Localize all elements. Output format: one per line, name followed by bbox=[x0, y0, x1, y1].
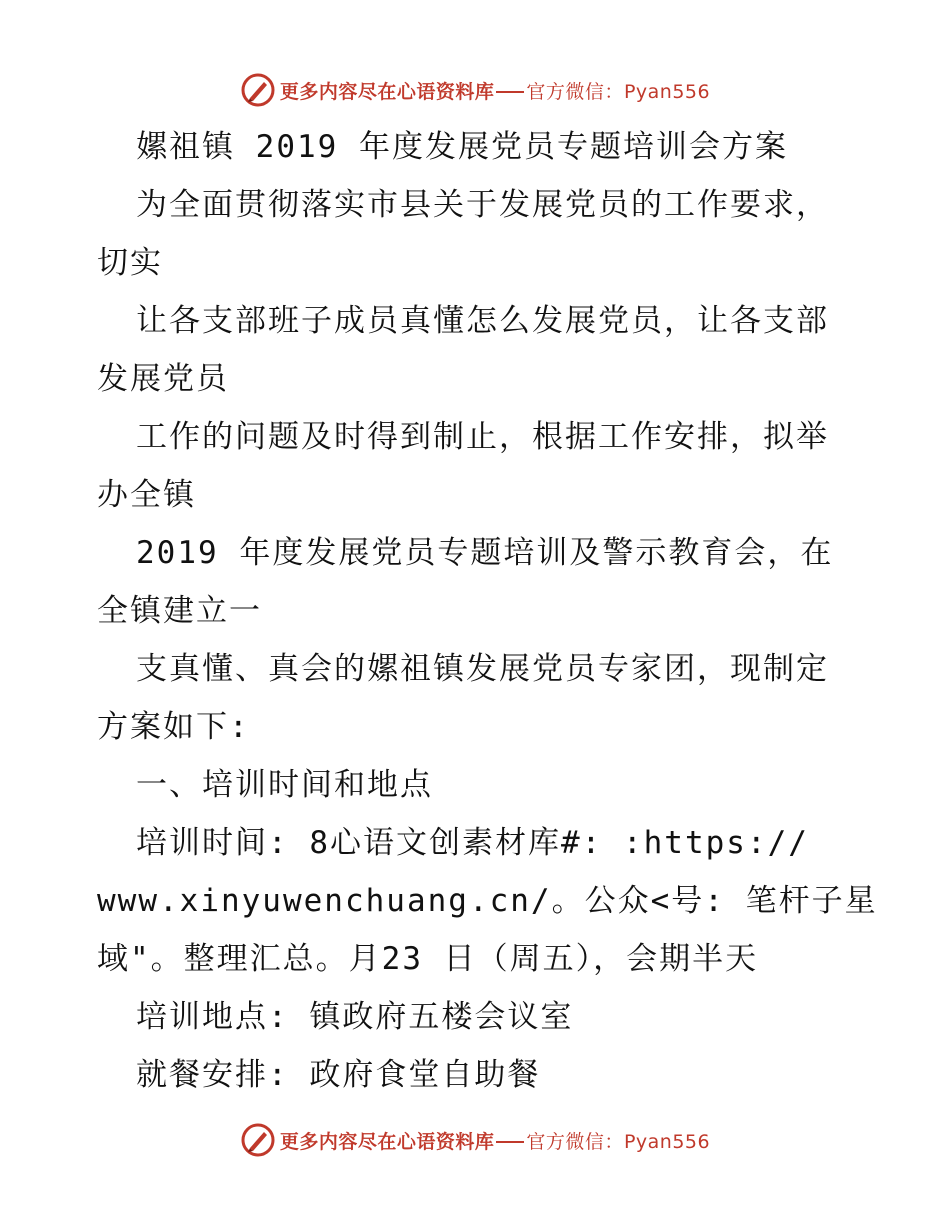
pen-logo-icon bbox=[240, 72, 276, 108]
paragraph-line: 就餐安排: 政府食堂自助餐 bbox=[136, 1057, 541, 1093]
banner-text bbox=[280, 77, 710, 104]
footer-watermark-banner bbox=[0, 1120, 950, 1160]
section-heading: 一、培训时间和地点 bbox=[136, 767, 433, 803]
paragraph-line: 让各支部班子成员真懂怎么发展党员，让各支部 bbox=[136, 303, 829, 339]
paragraph-line: 办全镇 bbox=[97, 477, 196, 513]
banner-dash bbox=[496, 1141, 524, 1143]
paragraph-line: 培训地点: 镇政府五楼会议室 bbox=[136, 999, 574, 1035]
paragraph-line: www.xinyuwenchuang.cn/。公众<号: 笔杆子星 bbox=[97, 883, 878, 919]
paragraph-line: 工作的问题及时得到制止，根据工作安排，拟举 bbox=[136, 419, 829, 455]
banner-dash bbox=[496, 91, 524, 93]
banner-contact-id: Pyan556 bbox=[623, 1130, 711, 1153]
paragraph-line: 培训时间: 8心语文创素材库#: :https:// bbox=[136, 825, 809, 861]
pen-logo-icon bbox=[240, 1122, 276, 1158]
paragraph-line: 为全面贯彻落实市县关于发展党员的工作要求， bbox=[136, 187, 829, 223]
document-title: 嫘祖镇 2019 年度发展党员专题培训会方案 bbox=[136, 129, 788, 165]
header-watermark-banner bbox=[0, 70, 950, 110]
banner-contact-label: 官方微信： bbox=[526, 80, 624, 103]
paragraph-line: 切实 bbox=[97, 245, 163, 281]
paragraph-line: 发展党员 bbox=[97, 361, 229, 397]
banner-contact-label: 官方微信： bbox=[526, 1130, 624, 1153]
paragraph-line: 支真懂、真会的嫘祖镇发展党员专家团，现制定 bbox=[136, 651, 829, 687]
paragraph-line: 2019 年度发展党员专题培训及警示教育会，在 bbox=[136, 535, 834, 571]
paragraph-line: 域"。整理汇总。月23 日（周五），会期半天 bbox=[97, 941, 759, 977]
paragraph-line: 全镇建立一 bbox=[97, 593, 262, 629]
banner-contact-id: Pyan556 bbox=[623, 80, 711, 103]
banner-main-text: 更多内容尽在心语资料库 bbox=[279, 1130, 495, 1153]
banner-main-text: 更多内容尽在心语资料库 bbox=[279, 80, 495, 103]
banner-text bbox=[280, 1127, 710, 1154]
paragraph-line: 方案如下: bbox=[97, 709, 250, 745]
